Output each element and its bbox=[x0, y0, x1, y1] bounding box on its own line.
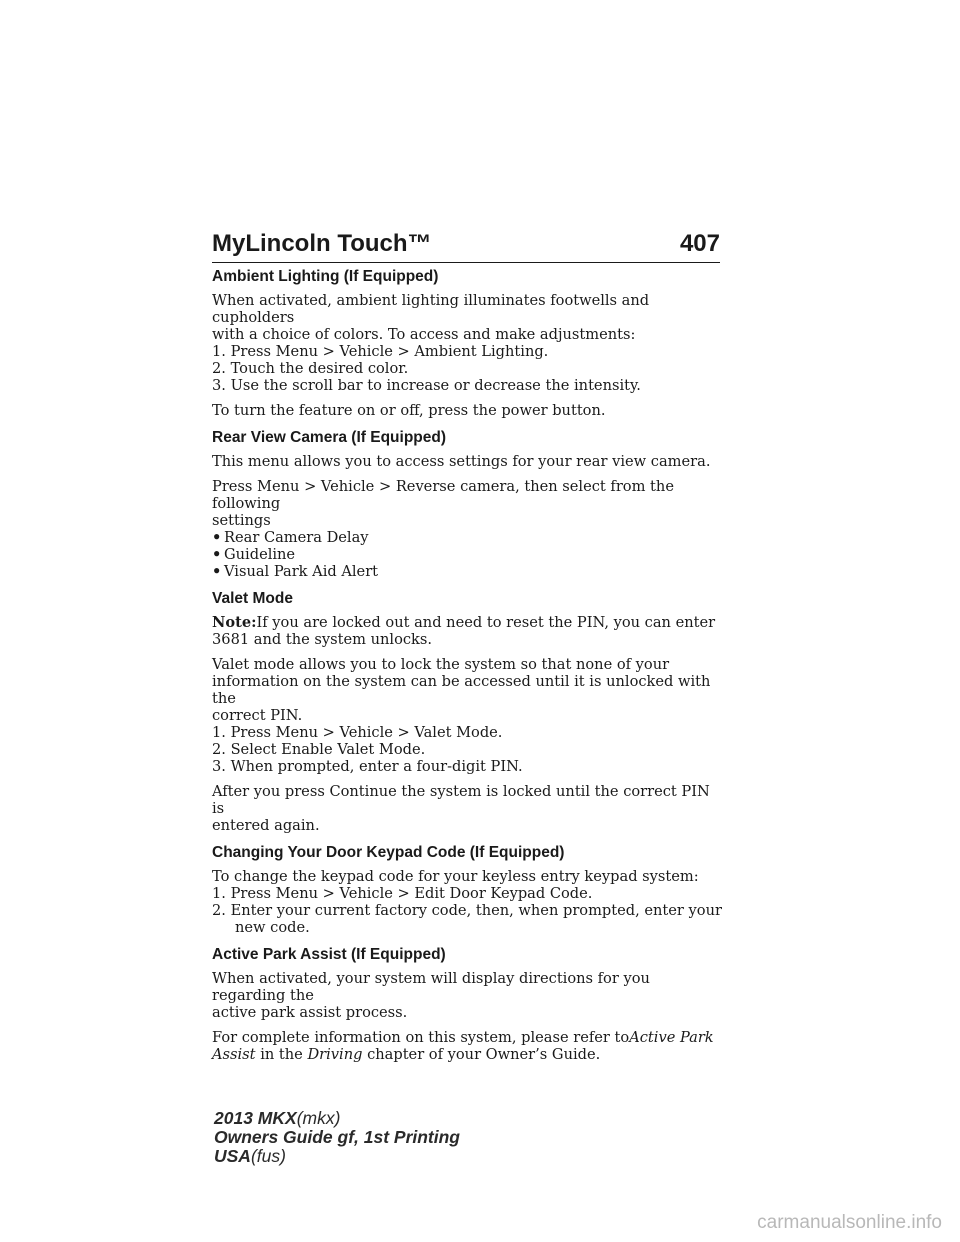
text-line: After you press Continue the system is locked until the correct PIN is bbox=[212, 783, 710, 817]
bullet-icon: • bbox=[212, 563, 222, 580]
step-item: 1. Press Menu > Vehicle > Valet Mode. bbox=[212, 724, 503, 741]
step-item: 3. When prompted, enter a four-digit PIN. bbox=[212, 758, 523, 775]
bullet-text: Visual Park Aid Alert bbox=[224, 563, 379, 580]
footer-market: USA bbox=[214, 1146, 251, 1166]
chapter-reference: Assist bbox=[212, 1046, 256, 1063]
step-item: 1. Press Menu > Vehicle > Edit Door Keypad Code. bbox=[212, 885, 593, 902]
text-line: For complete information on this system, please refer to bbox=[212, 1029, 630, 1046]
bullet-icon: • bbox=[212, 546, 222, 563]
section-heading: Changing Your Door Keypad Code (If Equipped) bbox=[212, 844, 565, 861]
section-rear-view-camera bbox=[212, 429, 722, 580]
footer-guide: Owners Guide gf, 1st Printing bbox=[214, 1127, 460, 1147]
chapter-reference: Active Park bbox=[629, 1029, 714, 1046]
chapter-reference: Driving bbox=[307, 1046, 363, 1063]
paragraph bbox=[212, 783, 722, 834]
text-line: information on the system can be accessed until it is unlocked with the bbox=[212, 673, 711, 707]
page-header bbox=[212, 224, 720, 263]
bullet-icon: • bbox=[212, 529, 222, 546]
site-watermark: carmanualsonline.info bbox=[757, 1212, 942, 1233]
paragraph bbox=[212, 868, 722, 936]
paragraph bbox=[212, 478, 722, 580]
text-line: active park assist process. bbox=[212, 1004, 408, 1021]
text-line: entered again. bbox=[212, 817, 320, 834]
paragraph bbox=[212, 970, 722, 1021]
text-line: with a choice of colors. To access and make adjustments: bbox=[212, 326, 636, 343]
footer-market-code: (fus) bbox=[250, 1146, 286, 1166]
text-line: When activated, your system will display directions for you regarding the bbox=[212, 970, 650, 1004]
bullet-text: Rear Camera Delay bbox=[224, 529, 369, 546]
footer-model-code: (mkx) bbox=[296, 1108, 341, 1128]
bullet-text: Guideline bbox=[224, 546, 296, 563]
text-line: To change the keypad code for your keyless entry keypad system: bbox=[212, 868, 699, 885]
text-line: Valet mode allows you to lock the system so that none of your bbox=[212, 656, 670, 673]
step-item: 3. Use the scroll bar to increase or decrease the intensity. bbox=[212, 377, 641, 394]
section-heading: Rear View Camera (If Equipped) bbox=[212, 429, 446, 446]
section-heading: Valet Mode bbox=[212, 590, 293, 607]
page-number: 407 bbox=[679, 230, 720, 257]
bullet-item bbox=[212, 546, 295, 563]
paragraph: To turn the feature on or off, press the power button. bbox=[212, 402, 606, 419]
step-item: 1. Press Menu > Vehicle > Ambient Lighting. bbox=[212, 343, 549, 360]
text-line: If you are locked out and need to reset the PIN, you can enter bbox=[256, 614, 716, 631]
bullet-item bbox=[212, 529, 369, 546]
text-line: When activated, ambient lighting illuminates footwells and cupholders bbox=[212, 292, 650, 326]
print-footer bbox=[214, 1109, 460, 1166]
paragraph: This menu allows you to access settings for your rear view camera. bbox=[212, 453, 711, 470]
bullet-item bbox=[212, 563, 378, 580]
paragraph bbox=[212, 656, 722, 775]
note-label: Note: bbox=[212, 614, 257, 631]
step-item: 2. Enter your current factory code, then, when prompted, enter your bbox=[212, 902, 722, 919]
note-paragraph bbox=[212, 614, 722, 648]
footer-model: 2013 MKX bbox=[214, 1108, 297, 1128]
section-door-keypad-code bbox=[212, 844, 722, 936]
section-active-park-assist bbox=[212, 946, 722, 1063]
text-line: Press Menu > Vehicle > Reverse camera, then select from the following bbox=[212, 478, 674, 512]
step-item: 2. Touch the desired color. bbox=[212, 360, 409, 377]
text-fragment: chapter of your Owner’s Guide. bbox=[367, 1046, 601, 1063]
text-line: correct PIN. bbox=[212, 707, 303, 724]
section-valet-mode bbox=[212, 590, 722, 834]
text-line: settings bbox=[212, 512, 271, 529]
step-item: 2. Select Enable Valet Mode. bbox=[212, 741, 426, 758]
step-item-continued: new code. bbox=[235, 919, 310, 936]
text-line: 3681 and the system unlocks. bbox=[212, 631, 432, 648]
paragraph bbox=[212, 1029, 722, 1063]
section-heading: Ambient Lighting (If Equipped) bbox=[212, 268, 439, 285]
page-title: MyLincoln Touch™ bbox=[212, 230, 432, 257]
page-content bbox=[212, 268, 722, 1073]
section-ambient-lighting bbox=[212, 268, 722, 419]
paragraph bbox=[212, 292, 722, 394]
section-heading: Active Park Assist (If Equipped) bbox=[212, 946, 446, 963]
text-fragment: in the bbox=[260, 1046, 303, 1063]
